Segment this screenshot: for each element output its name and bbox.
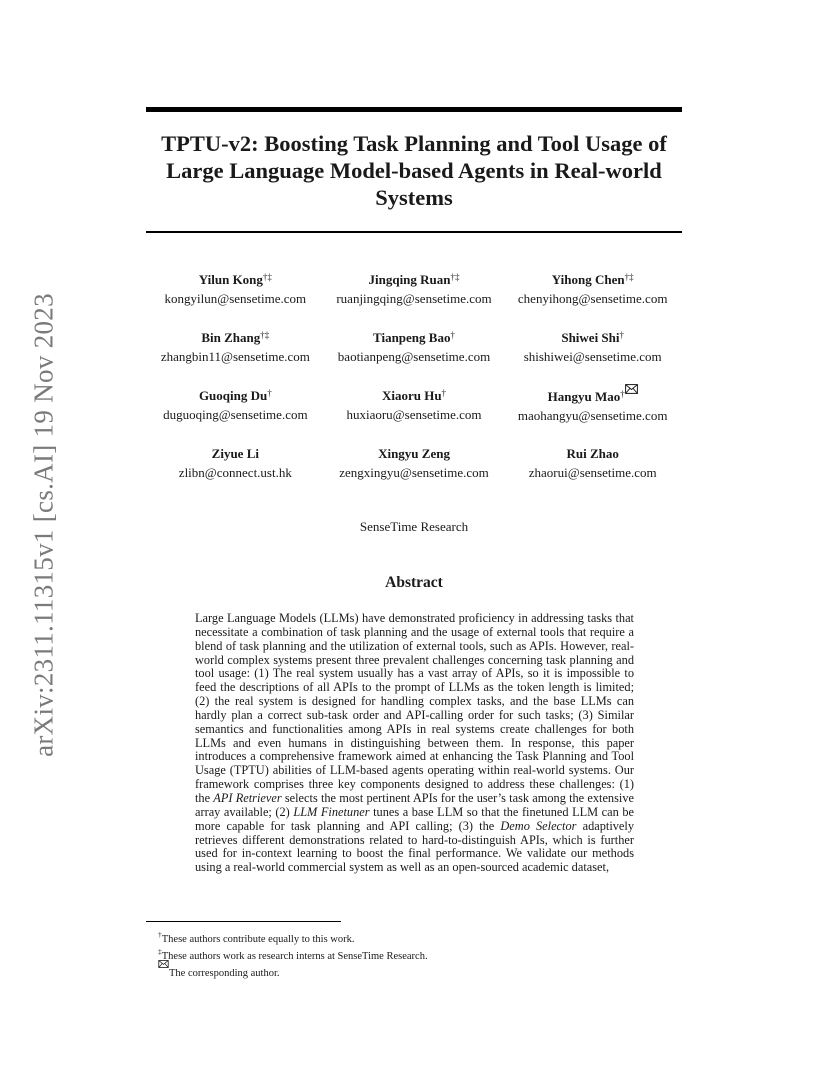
footnote-research-interns: ‡These authors work as research interns at SenseTime Research. — [158, 947, 428, 962]
author-name: Tianpeng Bao† — [373, 330, 455, 345]
footnote-mark: ‡ — [158, 947, 162, 956]
author-name: Xiaoru Hu† — [381, 388, 447, 403]
author-affiliation-marks: † — [620, 389, 638, 399]
author-affiliation-marks: †‡ — [262, 272, 272, 282]
author-name: Yilun Kong†‡ — [198, 272, 272, 287]
author-block — [146, 268, 682, 500]
author-email: huxiaoru@sensetime.com — [346, 407, 482, 422]
demo-selector-term: Demo Selector — [500, 818, 577, 833]
author-row — [146, 268, 682, 326]
author-email: zlibn@connect.ust.hk — [178, 465, 292, 480]
author-entry — [325, 384, 504, 442]
author-affiliation-marks: † — [441, 388, 447, 398]
envelope-icon — [625, 384, 638, 394]
api-retriever-term: API Retriever — [213, 790, 282, 805]
footnote-rule — [146, 921, 341, 922]
author-entry — [325, 442, 504, 500]
author-email: zengxingyu@sensetime.com — [339, 465, 489, 480]
title-bottom-rule — [146, 231, 682, 233]
author-email: shishiwei@sensetime.com — [523, 349, 662, 364]
footnote-equal-contribution: †These authors contribute equally to this work. — [158, 930, 355, 945]
footnotes — [158, 926, 428, 977]
footnote-mark: † — [158, 930, 162, 939]
author-row — [146, 384, 682, 442]
author-name: Bin Zhang†‡ — [201, 330, 270, 345]
author-entry — [503, 384, 682, 442]
author-row — [146, 326, 682, 384]
author-affiliation-marks: † — [619, 330, 625, 340]
author-affiliation-marks: † — [267, 388, 272, 398]
title-line-1: TPTU-v2: Boosting Task Planning and Tool Usage of — [161, 131, 667, 156]
title-top-rule — [146, 107, 682, 112]
author-entry — [325, 268, 504, 326]
author-name: Jingqing Ruan†‡ — [368, 272, 460, 287]
author-email: baotianpeng@sensetime.com — [337, 349, 491, 364]
author-affiliation-marks: † — [450, 330, 455, 340]
author-email: duguoqing@sensetime.com — [163, 407, 308, 422]
author-entry — [146, 326, 325, 384]
title-line-2: Large Language Model-based Agents in Real-world — [166, 158, 662, 183]
paper-title — [146, 130, 682, 211]
author-email: zhangbin11@sensetime.com — [160, 349, 310, 364]
abstract-text: Large Language Models (LLMs) have demonstrated proficiency in addressing tasks that necessitate a combination of task planning and the usage of external tools that require a blend of task planning and the utilization of external tools, such as APIs. However, real-world complex systems present three prevalent challenges concerning task planning and tool usage: (1) The real system usually has a vast array of APIs, so it is impossible to feed the descriptions of all APIs to the prompt of LLMs as the token length is limited; (2) the real system is designed for handling complex tasks, and the base LLMs can hardly plan a correct sub-task order and API-calling order for such tasks; (3) Similar semantics and functionalities among APIs in real systems create challenges for both LLMs and even humans in distinguishing between them. In response, this paper introduces a comprehensive framework aimed at enhancing the Task Planning and Tool Usage (TPTU) abilities of LLM-based agents operating within real-world systems. Our framework comprises three key components designed to address these challenges: (1) the API Retriever selects the most pertinent APIs for the user’s task among the extensive array available; (2) LLM Finetuner tunes a base LLM so that the finetuned LLM can be more capable for task planning and API calling; (3) the Demo Selector adaptively retrieves different demonstrations related to hard-to-distinguish APIs, which is further used for in-context learning to boost the final performance. We validate our methods using a real-world commercial system as well as an open-sourced academic dataset, — [195, 611, 634, 875]
author-entry — [503, 442, 682, 500]
author-email: zhaorui@sensetime.com — [528, 465, 657, 480]
author-entry — [503, 326, 682, 384]
author-entry — [325, 326, 504, 384]
author-row — [146, 442, 682, 500]
author-entry — [146, 268, 325, 326]
author-name: Hangyu Mao† — [503, 384, 682, 406]
author-name: Ziyue Li — [211, 446, 259, 461]
envelope-icon — [158, 960, 169, 968]
author-affiliation-marks: †‡ — [450, 272, 460, 282]
author-affiliation-marks: †‡ — [260, 330, 270, 340]
author-entry — [146, 442, 325, 500]
footnote-mark — [158, 964, 169, 973]
author-email: chenyihong@sensetime.com — [517, 291, 668, 306]
author-email: ruanjingqing@sensetime.com — [336, 291, 492, 306]
author-affiliation-marks: †‡ — [624, 272, 634, 282]
affiliation: SenseTime Research — [359, 519, 469, 534]
author-name: Rui Zhao — [566, 446, 619, 461]
author-name: Shiwei Shi† — [561, 330, 625, 345]
author-name: Yihong Chen†‡ — [551, 272, 634, 287]
footnote-corresponding-author: The corresponding author. — [158, 960, 428, 977]
author-email: kongyilun@sensetime.com — [164, 291, 307, 306]
llm-finetuner-term: LLM Finetuner — [293, 804, 370, 819]
arxiv-identifier-stamp: arXiv:2311.11315v1 [cs.AI] 19 Nov 2023 — [28, 293, 59, 757]
author-name: Xingyu Zeng — [378, 446, 450, 461]
author-email: maohangyu@sensetime.com — [517, 408, 668, 423]
author-entry — [503, 268, 682, 326]
author-entry — [146, 384, 325, 442]
abstract-heading: Abstract — [385, 574, 443, 591]
title-line-3: Systems — [375, 185, 453, 210]
author-name: Guoqing Du† — [198, 388, 272, 403]
